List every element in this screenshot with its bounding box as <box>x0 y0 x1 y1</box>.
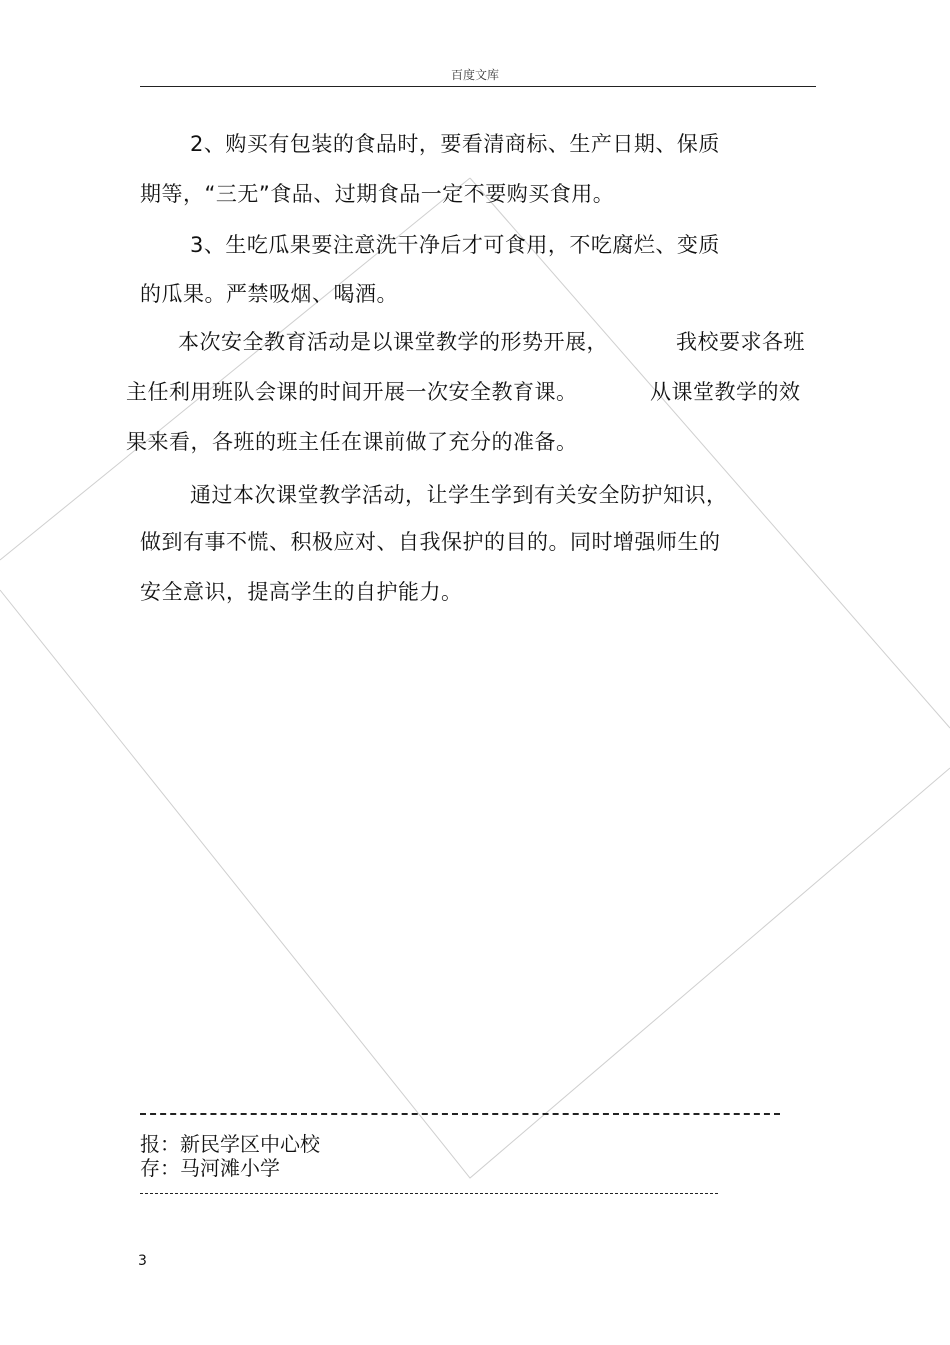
header-title: 百度文库 <box>450 68 499 82</box>
paragraph-3-line-1a: 本次安全教育活动是以课堂教学的形势开展， <box>178 330 608 354</box>
footer-divider-top <box>140 1113 780 1115</box>
paragraph-3-line-3: 果来看，各班的班主任在课前做了充分的准备。 <box>126 430 578 454</box>
paragraph-3-line-1b: 我校要求各班 <box>676 330 805 354</box>
paragraph-1-line-1: 2、购买有包装的食品时，要看清商标、生产日期、保质 <box>190 132 720 156</box>
footer-report-to: 报：新民学区中心校 <box>140 1132 320 1156</box>
paragraph-4-line-2: 做到有事不慌、积极应对、自我保护的目的。同时增强师生的 <box>140 530 721 554</box>
paragraph-4-line-3: 安全意识，提高学生的自护能力。 <box>140 580 463 604</box>
footer-divider-bottom <box>140 1193 718 1194</box>
page-number: 3 <box>138 1253 147 1269</box>
footer-keep: 存：马河滩小学 <box>140 1156 280 1180</box>
paragraph-4-line-1: 通过本次课堂教学活动，让学生学到有关安全防护知识， <box>190 483 728 507</box>
paragraph-2-line-2: 的瓜果。严禁吸烟、喝酒。 <box>140 282 398 306</box>
paragraph-3-line-2a: 主任利用班队会课的时间开展一次安全教育课。 <box>126 380 578 404</box>
paragraph-3-line-2b: 从课堂教学的效 <box>650 380 801 404</box>
paragraph-1-line-2: 期等，“三无”食品、过期食品一定不要购买食用。 <box>140 182 615 206</box>
header-rule <box>140 86 816 87</box>
paragraph-2-line-1: 3、生吃瓜果要注意洗干净后才可食用，不吃腐烂、变质 <box>190 233 720 257</box>
